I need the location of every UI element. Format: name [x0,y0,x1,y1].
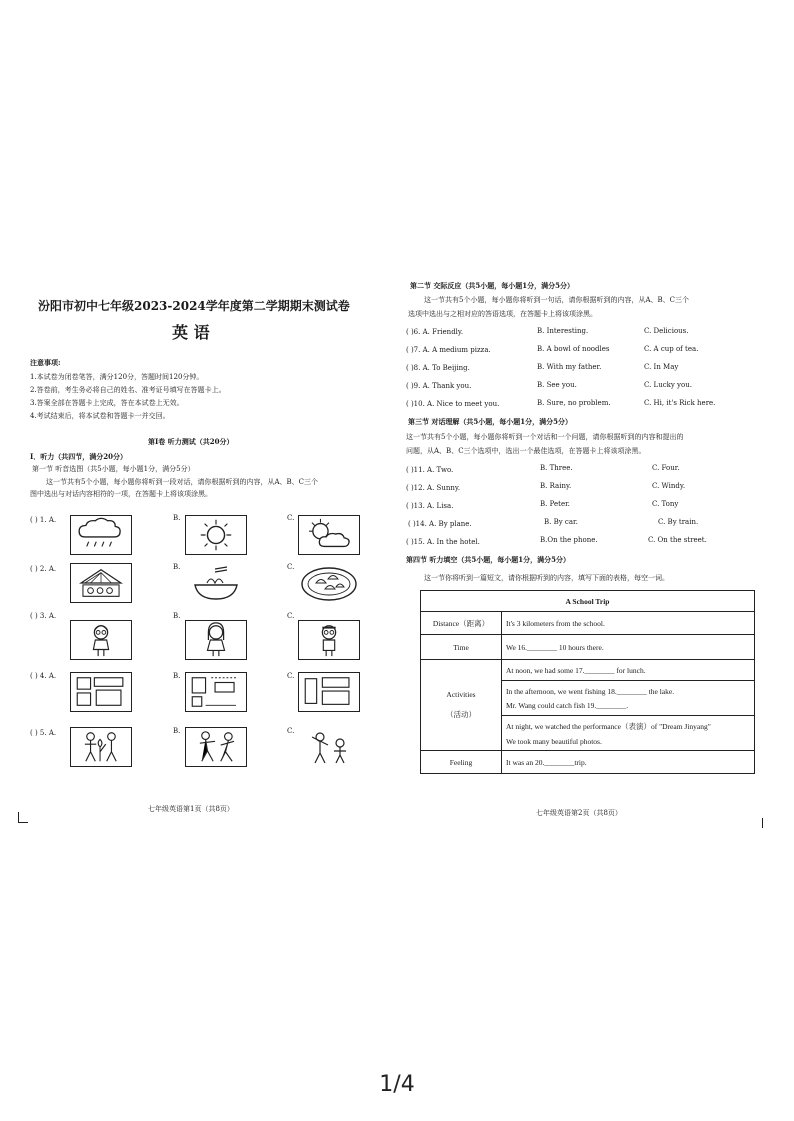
section4-title: 第四节 听力填空（共5小题，每小题1分，满分5分） [406,555,571,564]
corner-mark [18,822,28,823]
option-b: B. By car. [544,518,578,526]
option-c: C. Lucky you. [644,381,692,389]
picture-dumpling-plate [298,563,360,603]
question-number: ( ) 5. A. [30,729,57,737]
activity-night-cell [502,716,755,751]
option-c: C. Tony [652,500,679,508]
page-footer: 七年级英语第1页（共8页） [148,805,234,813]
question-15: ( )15. A. In the hotel. [406,538,480,546]
option-label: B. [173,672,181,680]
option-c: C. Hi, it's Rick here. [644,399,716,407]
option-b: B. Rainy. [540,482,572,490]
corner-mark [762,818,763,828]
option-c: C. In May [644,363,679,371]
option-c: C. Windy. [652,482,686,490]
distance-label: Distance（距离） [421,612,502,635]
activities-label-cn: （活动） [446,710,476,719]
section1-instruction: 这一节共有5个小题，每小题你将听到一段对话，请你根据听到的内容，从A、B、C三个 [46,478,319,486]
feeling-value: It was an 20.________trip. [502,751,755,774]
picture-playing-sports [185,727,247,767]
distance-value: It's 3 kilometers from the school. [502,612,755,635]
activity-afternoon-cell [502,681,755,716]
note-line: 4.考试结束后，将本试卷和答题卡一并交回。 [30,412,170,420]
option-b: B. Three. [540,464,573,472]
option-label: C. [287,612,295,620]
option-c: C. Four. [652,464,680,472]
note-line: 2.答卷前，考生务必将自己的姓名、准考证号填写在答题卡上。 [30,386,226,394]
option-b: B. See you. [537,381,577,389]
note-line: 1.本试卷为闭卷笔答，满分120分，答题时间120分钟。 [30,373,204,381]
activity-noon: At noon, we had some 17.________ for lunch. [502,660,755,681]
section1-instruction: 图中选出与对话内容相符的一项，在答题卡上将该项涂黑。 [30,490,212,498]
question-11: ( )11. A. Two. [406,466,454,474]
activities-label-cell [421,660,502,751]
question-number: ( ) 2. A. [30,565,57,573]
option-label: C. [287,672,295,680]
question-number: ( ) 1. A. [30,516,57,524]
option-label: B. [173,612,181,620]
picture-sun [185,515,247,555]
option-label: C. [287,514,295,522]
question-number: ( ) 4. A. [30,672,57,680]
option-label: C. [287,563,295,571]
page-indicator: 1/4 [379,1072,415,1097]
option-label: B. [173,563,181,571]
option-label: C. [287,727,295,735]
picture-noodle-bowl [185,563,247,603]
question-8: ( )8. A. To Beijing. [406,364,470,372]
picture-girl-long-hair [185,620,247,660]
subject-title: 英 语 [172,323,210,342]
question-6: ( )6. A. Friendly. [406,328,464,336]
activity-night: At night, we watched the performance（表演）of "Dream Jinyang" [506,721,711,731]
picture-girl-glasses [70,620,132,660]
feeling-label: Feeling [421,751,502,774]
picture-room-layout-b [185,672,247,712]
exam-title: 汾阳市初中七年级2023-2024学年度第二学期期末测试卷 [38,299,350,313]
question-14: ( )14. A. By plane. [408,520,472,528]
option-b: B. Sure, no problem. [537,399,611,407]
picture-room-layout-a [70,672,132,712]
school-trip-table [420,590,755,774]
picture-planting-trees [70,727,132,767]
section3-instruction: 这一节共有5个小题，每小题你将听到一个对话和一个问题，请你根据听到的内容和提出的 [406,433,684,441]
picture-market-stall [70,563,132,603]
picture-children-dancing [298,727,360,767]
question-9: ( )9. A. Thank you. [406,382,472,390]
section1-title: Ⅰ．听力（共四节，满分20分） [30,452,128,461]
option-label: B. [173,514,181,522]
section4-instruction: 这一节你将听到一篇短文，请你根据听到的内容，填写下面的表格，每空一词。 [424,574,669,582]
notes-heading: 注意事项: [30,358,61,367]
section2-instruction: 这一节共有5个小题，每小题你将听到一句话，请你根据听到的内容，从A、B、C三个 [424,296,690,304]
corner-mark [18,812,19,822]
picture-sun-cloud [298,515,360,555]
question-12: ( )12. A. Sunny. [406,484,461,492]
time-label: Time [421,635,502,660]
option-label: B. [173,727,181,735]
picture-room-layout-c [298,672,360,712]
activities-label: Activities [446,690,476,699]
question-number: ( ) 3. A. [30,612,57,620]
note-line: 3.答案全部在答题卡上完成，答在本试卷上无效。 [30,399,184,407]
picture-cloud-rain [70,515,132,555]
question-10: ( )10. A. Nice to meet you. [406,400,500,408]
section1-subtitle: 第一节 听音选图（共5小题，每小题1分，满分5分） [32,465,195,473]
option-c: C. Delicious. [644,327,689,335]
option-c: C. By train. [658,518,699,526]
table-caption: A School Trip [421,591,755,612]
activity-afternoon: In the afternoon, we went fishing 18.________ the lake. [506,686,675,696]
option-b: B. With my father. [537,363,602,371]
page-footer: 七年级英语第2页（共8页） [536,809,622,817]
picture-boy-glasses [298,620,360,660]
time-value: We 16.________ 10 hours there. [502,635,755,660]
option-b: B. Peter. [540,500,570,508]
question-7: ( )7. A. A medium pizza. [406,346,491,354]
option-b: B.On the phone. [540,536,598,544]
activity-fish: Mr. Wang could catch fish 19.________. [506,700,629,710]
part1-heading: 第Ⅰ卷 听力测试（共20分） [148,437,234,446]
section3-title: 第三节 对话理解（共5小题，每小题1分，满分5分） [408,417,573,426]
activity-photos: We took many beautiful photos. [506,736,602,746]
option-b: B. A bowl of noodles [537,345,610,353]
option-c: C. A cup of tea. [644,345,699,353]
section2-instruction: 选项中选出与之相对应的答语选项，在答题卡上将该项涂黑。 [408,310,597,318]
option-c: C. On the street. [648,536,707,544]
option-b: B. Interesting. [537,327,589,335]
section3-instruction: 问题，从A、B、C三个选项中，选出一个最佳选项，在答题卡上将该项涂黑。 [406,447,646,455]
question-13: ( )13. A. Lisa. [406,502,454,510]
section2-title: 第二节 交际反应（共5小题，每小题1分，满分5分） [410,281,575,290]
